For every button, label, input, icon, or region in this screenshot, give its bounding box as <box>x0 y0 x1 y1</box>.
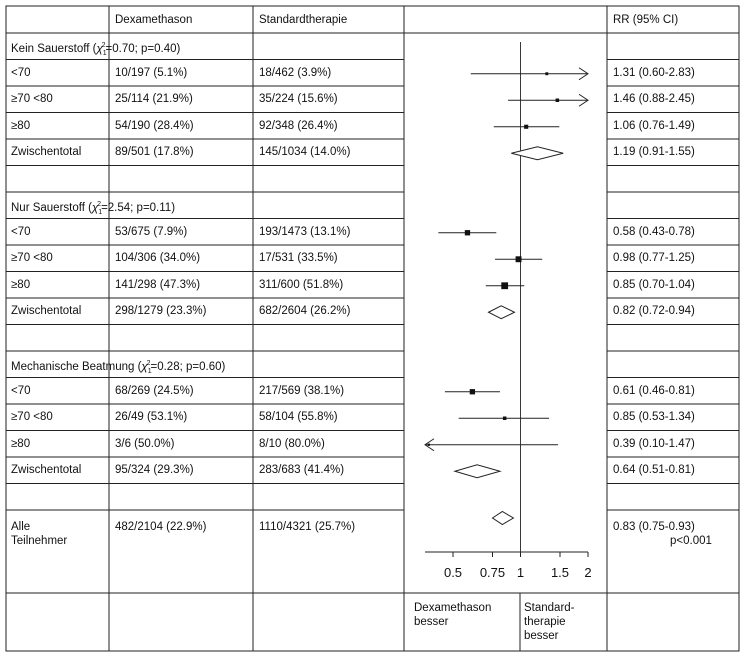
cell-standardtherapie: 145/1034 (14.0%) <box>259 146 351 158</box>
cell-dexamethason: 26/49 (53.1%) <box>115 411 188 423</box>
overall-dexamethason: 482/2104 (22.9%) <box>115 521 207 533</box>
point-estimate-square <box>501 282 508 289</box>
cell-rr-ci: 0.39 (0.10-1.47) <box>613 437 695 450</box>
group-header <box>11 39 180 61</box>
cell-standardtherapie: 17/531 (33.5%) <box>259 252 338 264</box>
chi-df: 1 <box>102 50 107 58</box>
cell-dexamethason: 104/306 (34.0%) <box>115 252 201 264</box>
row-label: Zwischentotal <box>11 305 82 317</box>
row-label: ≥70 <80 <box>11 411 53 423</box>
cell-rr-ci: 1.46 (0.88-2.45) <box>613 93 695 105</box>
chi-exponent: 2 <box>146 360 151 367</box>
chi-exponent: 2 <box>97 201 102 208</box>
x-tick-label: 2 <box>584 565 592 580</box>
cell-rr-ci: 0.98 (0.77-1.25) <box>613 252 695 264</box>
group-header <box>11 198 175 220</box>
overall-standardtherapie: 1110/4321 (25.7%) <box>259 521 356 533</box>
cell-rr-ci: 1.19 (0.91-1.55) <box>613 146 695 158</box>
row-label: ≥80 <box>11 437 31 450</box>
row-label: Zwischentotal <box>11 146 82 158</box>
point-estimate-square <box>524 125 528 129</box>
overall-p-value: p<0.001 <box>670 535 712 547</box>
row-label: ≥70 <80 <box>11 93 53 105</box>
cell-standardtherapie: 18/462 (3.9%) <box>259 66 332 79</box>
cell-rr-ci: 0.82 (0.72-0.94) <box>613 305 695 317</box>
pooled-estimate-diamond <box>511 147 563 160</box>
cell-rr-ci: 0.61 (0.46-0.81) <box>613 384 695 397</box>
group-heterogeneity: =2.54; p=0.11) <box>101 201 176 214</box>
point-estimate-square <box>428 444 430 446</box>
point-estimate-square <box>516 256 522 262</box>
cell-dexamethason: 298/1279 (23.3%) <box>115 305 207 317</box>
cell-standardtherapie: 193/1473 (13.1%) <box>259 225 351 238</box>
cell-standardtherapie: 58/104 (55.8%) <box>259 411 338 423</box>
group-label: Kein Sauerstoff ( <box>11 42 97 55</box>
group-label: Mechanische Beatmung ( <box>11 360 142 373</box>
point-estimate-square <box>470 389 475 394</box>
point-estimate-square <box>465 230 470 235</box>
chi-symbol: χ <box>91 201 99 214</box>
pooled-estimate-diamond <box>492 512 513 525</box>
cell-rr-ci: 0.85 (0.53-1.34) <box>613 411 695 423</box>
cell-standardtherapie: 92/348 (26.4%) <box>259 119 338 132</box>
x-tick-label: 1.5 <box>550 565 570 580</box>
cell-standardtherapie: 311/600 (51.8%) <box>259 278 344 291</box>
row-label: <70 <box>11 225 31 238</box>
cell-dexamethason: 3/6 (50.0%) <box>115 437 175 450</box>
row-label: ≥70 <80 <box>11 252 53 264</box>
overall-rr-ci: 0.83 (0.75-0.93) <box>613 521 695 533</box>
point-estimate-square <box>556 99 560 103</box>
group-label: Nur Sauerstoff ( <box>11 201 92 214</box>
cell-dexamethason: 141/298 (47.3%) <box>115 278 201 291</box>
pooled-estimate-diamond <box>455 465 500 478</box>
row-label: <70 <box>11 384 31 397</box>
row-label: <70 <box>11 66 31 79</box>
chi-symbol: χ <box>96 42 103 55</box>
chi-symbol: χ <box>141 360 148 373</box>
cell-dexamethason: 95/324 (29.3%) <box>115 464 194 476</box>
cell-standardtherapie: 8/10 (80.0%) <box>259 437 325 450</box>
favors-standardtherapie: Standard- therapie besser <box>524 602 575 642</box>
group-heterogeneity: =0.70; p=0.40) <box>105 42 181 55</box>
x-tick-label: 0.75 <box>479 565 506 580</box>
cell-standardtherapie: 682/2604 (26.2%) <box>259 305 351 317</box>
cell-standardtherapie: 35/224 (15.6%) <box>259 93 338 105</box>
cell-dexamethason: 25/114 (21.9%) <box>115 93 193 105</box>
cell-standardtherapie: 283/683 (41.4%) <box>259 464 345 476</box>
cell-dexamethason: 53/675 (7.9%) <box>115 225 188 238</box>
group-header <box>11 357 225 379</box>
cell-rr-ci: 0.58 (0.43-0.78) <box>613 225 695 238</box>
point-estimate-square <box>545 72 548 75</box>
header-rr-ci: RR (95% CI) <box>613 14 679 26</box>
row-label: ≥80 <box>11 278 31 291</box>
group-heterogeneity: =0.28; p=0.60) <box>150 360 226 373</box>
chi-df: 1 <box>147 368 152 376</box>
header-standardtherapie: Standardtherapie <box>259 14 348 26</box>
chi-exponent: 2 <box>101 42 106 49</box>
cell-standardtherapie: 217/569 (38.1%) <box>259 384 345 397</box>
chi-df: 1 <box>98 209 103 217</box>
pooled-estimate-diamond <box>489 306 515 319</box>
cell-dexamethason: 54/190 (28.4%) <box>115 119 194 132</box>
cell-dexamethason: 68/269 (24.5%) <box>115 384 194 397</box>
cell-rr-ci: 1.31 (0.60-2.83) <box>613 66 695 79</box>
overall-label: Alle Teilnehmer <box>11 521 68 547</box>
cell-rr-ci: 1.06 (0.76-1.49) <box>613 119 695 132</box>
x-tick-label: 1 <box>516 565 525 580</box>
row-label: Zwischentotal <box>11 464 82 476</box>
header-dexamethason: Dexamethason <box>115 14 193 26</box>
favors-dexamethason: Dexamethason besser <box>414 602 492 628</box>
point-estimate-square <box>503 417 507 421</box>
cell-dexamethason: 89/501 (17.8%) <box>115 146 194 158</box>
cell-rr-ci: 0.85 (0.70-1.04) <box>613 278 695 291</box>
x-tick-label: 0.5 <box>443 565 463 580</box>
row-label: ≥80 <box>11 119 31 132</box>
cell-dexamethason: 10/197 (5.1%) <box>115 66 188 79</box>
cell-rr-ci: 0.64 (0.51-0.81) <box>613 464 695 476</box>
